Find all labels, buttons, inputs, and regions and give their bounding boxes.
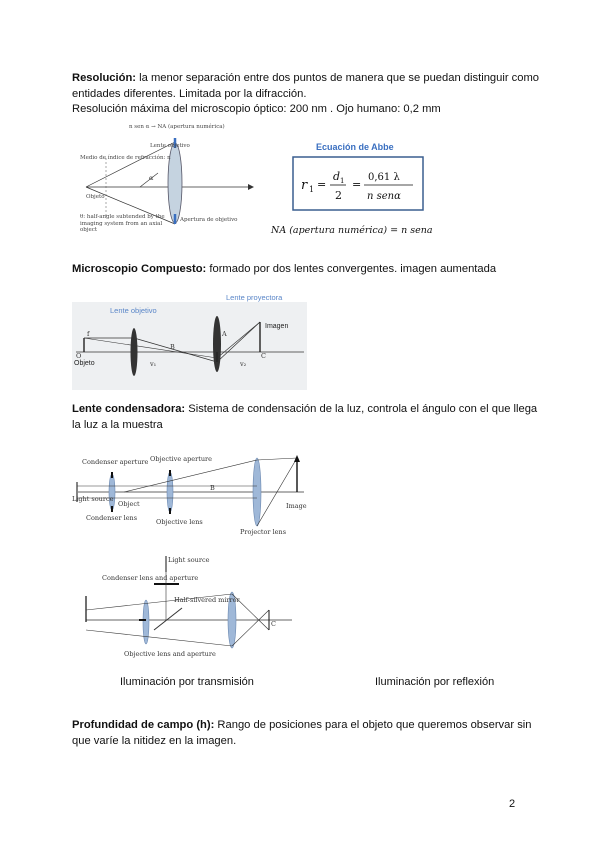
fig2-O: O xyxy=(76,352,82,360)
fig4-mirror-label: Half-silvered mirror xyxy=(174,596,240,604)
eq-d-sub: 1 xyxy=(340,177,345,185)
caption-transmision: Iluminación por transmisión xyxy=(120,676,254,688)
compuesto-text: formado por dos lentes convergentes. imagen aumentada xyxy=(206,263,497,275)
fig4-objective-lens xyxy=(143,600,149,644)
fig2-A: A xyxy=(222,330,227,338)
compuesto-term: Microscopio Compuesto: xyxy=(72,263,207,275)
abbe-title: Ecuación de Abbe xyxy=(316,142,394,152)
fig1-top-note: n sen α → NA (apertura numérica) xyxy=(129,124,225,130)
fig1-alpha: α xyxy=(149,174,154,182)
fig1-lente-objetivo-label: Lente objetivo xyxy=(150,143,190,149)
fig3-light-source-label: Light source xyxy=(72,495,114,503)
profundidad-text: Rango de posiciones para el objeto que queremos observar sin que varíe la nitidez en la imagen. xyxy=(72,719,532,747)
fig2-v2: v₂ xyxy=(240,360,247,368)
caption-reflexion: Iluminación por reflexión xyxy=(375,676,495,688)
compuesto-paragraph xyxy=(72,262,542,278)
fig3-image-label: Image xyxy=(286,502,307,510)
eq-r: r xyxy=(301,178,308,193)
resolucion-paragraph xyxy=(72,71,542,118)
fig3-condenser-lens xyxy=(109,474,115,510)
fig2-objective-lens xyxy=(131,328,138,376)
eq-two: 2 xyxy=(335,189,342,202)
compound-microscope-figure xyxy=(72,292,312,392)
fig2-f: f xyxy=(87,330,90,338)
fig2-background xyxy=(72,302,307,390)
fig4-condenser-label: Condenser lens and aperture xyxy=(102,574,199,582)
resolucion-term: Resolución: xyxy=(72,72,137,84)
fig3-projector-lens xyxy=(253,458,261,526)
fig1-apertura-label: Apertura de objetivo xyxy=(180,217,238,223)
fig1-objeto-label: Objeto xyxy=(86,194,105,200)
eq-numerator: 0,61 λ xyxy=(368,172,400,183)
fig4-C: C xyxy=(271,620,276,628)
fig2-lente-objetivo: Lente objetivo xyxy=(110,306,157,315)
na-formula: NA (apertura numérica) = n sena xyxy=(271,225,433,236)
fig2-lente-proyectora: Lente proyectora xyxy=(226,293,283,302)
condensadora-term: Lente condensadora: xyxy=(72,403,186,415)
fig2-objeto: Objeto xyxy=(74,360,95,367)
fig3-B: B xyxy=(210,484,215,492)
fig2-imagen: Imagen xyxy=(265,323,289,330)
eq-denominator: n senα xyxy=(367,191,401,202)
fig4-objective-label: Objective lens and aperture xyxy=(124,650,216,658)
resolution-figure xyxy=(80,118,440,246)
profundidad-paragraph xyxy=(72,718,542,749)
fig2-B: B xyxy=(170,343,175,351)
fig3-objective-aperture: Objective aperture xyxy=(150,455,213,463)
condensadora-paragraph xyxy=(72,402,542,433)
profundidad-term: Profundidad de campo (h): xyxy=(72,719,215,731)
fig4-half-silvered-mirror xyxy=(154,608,182,630)
fig1-theta-note: θ: half-angle subtended by the imaging system from an axial object xyxy=(80,214,165,233)
svg-text:=: = xyxy=(352,178,362,191)
reflection-figure xyxy=(84,550,304,672)
fig3-object-label: Object xyxy=(118,500,140,508)
fig2-projector-lens xyxy=(213,316,221,372)
fig4-light-source: Light source xyxy=(168,556,210,564)
eq-r-sub: 1 xyxy=(309,185,315,194)
fig3-condenser-lens-label: Condenser lens xyxy=(86,514,138,522)
fig2-v1: v₁ xyxy=(150,360,157,368)
fig3-condenser-aperture: Condenser aperture xyxy=(82,458,149,466)
page-number: 2 xyxy=(509,798,516,810)
fig2-C: C xyxy=(261,352,266,360)
resolucion-text: la menor separación entre dos puntos de manera que se puedan distinguir como entidades diferentes. Limitada por la difracción. xyxy=(72,72,540,100)
condensadora-text: Sistema de condensación de la luz, controla el ángulo con el que llega la luz a la muestra xyxy=(72,403,538,431)
fig3-objective-lens xyxy=(167,472,173,512)
fig3-projector-lens-label: Projector lens xyxy=(240,528,287,536)
fig3-objective-lens-label: Objective lens xyxy=(156,518,203,526)
svg-text:=: = xyxy=(317,178,327,191)
transmission-figure xyxy=(72,452,322,547)
resolucion-line2: Resolución máxima del microscopio óptico: 200 nm . Ojo humano: 0,2 mm xyxy=(72,103,441,115)
eq-d: d xyxy=(333,170,341,183)
fig1-medio-label: Medio de índice de refracción: n xyxy=(80,155,171,161)
